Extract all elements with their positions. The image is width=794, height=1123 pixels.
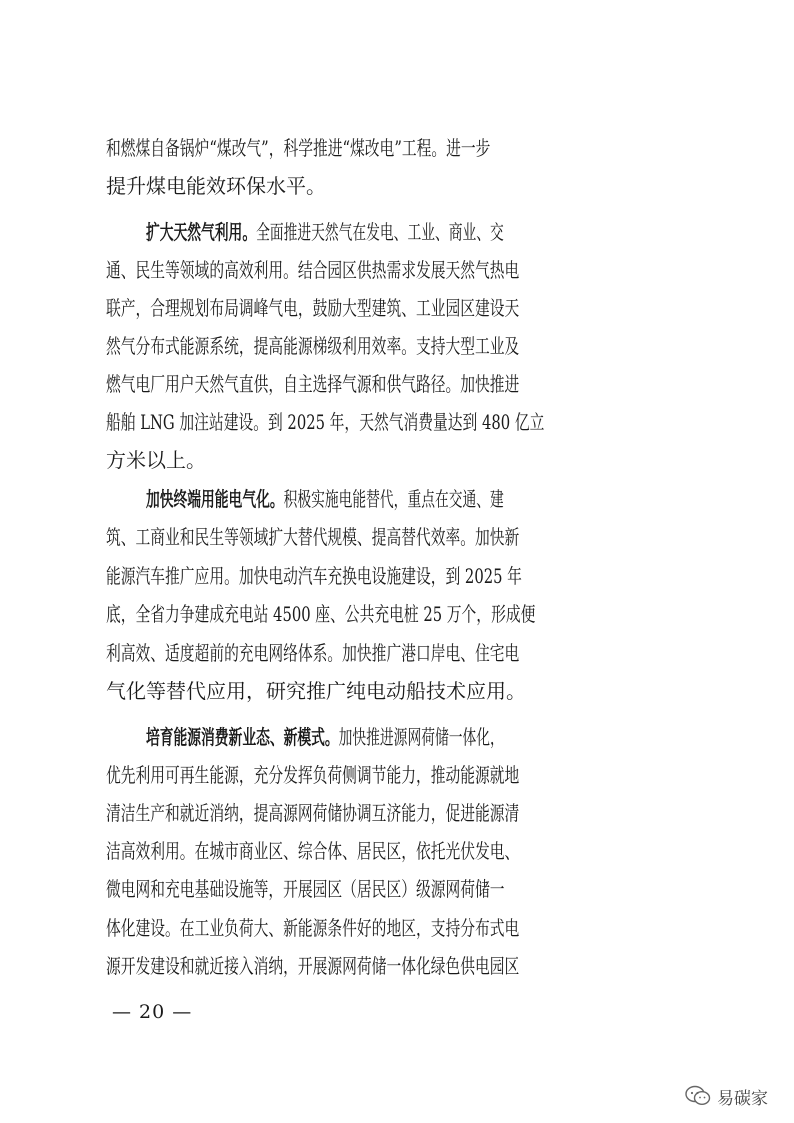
paragraph-heading: 加快终端用能电气化。 — [146, 487, 284, 511]
text-segment: 源开发建设和就近接入消纳，开展源网荷储一体化绿色供电园区 — [106, 954, 520, 978]
text-line — [106, 166, 794, 206]
text-segment: 和燃煤自备锅炉“煤改气”，科学推进“煤改电”工程。进一步 — [106, 136, 491, 160]
paragraph-heading: 培育能源消费新业态、新模式。 — [146, 725, 339, 749]
text-segment: 优先利用可再生能源，充分发挥负荷侧调节能力，推动能源就地 — [106, 763, 520, 787]
text-segment: 清洁生产和就近消纳，提高源网荷储协调互济能力，促进能源清 — [106, 801, 520, 825]
text-line — [106, 831, 692, 871]
watermark-text: 易碳家 — [717, 1088, 768, 1109]
page-number: — 20 — — [112, 1001, 193, 1023]
text-segment: 全面推进天然气在发电、工业、商业、交 — [256, 220, 504, 244]
text-segment: 联产，合理规划布局调峰气电，鼓励大型建筑、工业园区建设天 — [106, 296, 520, 320]
watermark — [685, 1082, 768, 1110]
text-segment: 提升煤电能效环保水平。 — [106, 174, 326, 198]
text-segment: 燃气电厂用户天然气直供，自主选择气源和供气路径。加快推进 — [106, 372, 520, 396]
text-line — [106, 440, 794, 480]
text-line — [106, 402, 692, 442]
text-segment: 方米以上。 — [106, 448, 206, 472]
text-line — [106, 793, 692, 833]
text-segment: 然气分布式能源系统，提高能源梯级利用效率。支持大型工业及 — [106, 334, 520, 358]
text-segment: 加快推进源网荷储一体化， — [338, 725, 504, 749]
text-segment: 船舶 LNG 加注站建设。到 2025 年，天然气消费量达到 480 亿立 — [106, 410, 545, 434]
text-line — [106, 671, 794, 711]
text-segment: 筑、工商业和民生等领域扩大替代规模、提高替代效率。加快新 — [106, 525, 520, 549]
text-line — [106, 869, 692, 909]
text-segment: 积极实施电能替代，重点在交通、建 — [283, 487, 504, 511]
wechat-icon — [685, 1085, 711, 1107]
text-segment: 底，全省力争建成充电站 4500 座、公共充电桩 25 万个，形成便 — [106, 602, 536, 626]
text-segment: 气化等替代应用，研究推广纯电动船技术应用。 — [106, 679, 526, 703]
text-line — [106, 946, 692, 986]
text-line — [146, 717, 692, 757]
text-line — [106, 594, 692, 634]
text-segment: 能源汽车推广应用。加快电动汽车充换电设施建设，到 2025 年 — [106, 564, 522, 588]
text-line — [106, 633, 692, 673]
text-segment: 洁高效利用。在城市商业区、综合体、居民区，依托光伏发电、 — [106, 839, 520, 863]
text-line — [106, 288, 692, 328]
text-line — [146, 212, 692, 252]
text-segment: 利高效、适度超前的充电网络体系。加快推广港口岸电、住宅电 — [106, 641, 520, 665]
text-line — [106, 755, 692, 795]
text-line — [106, 517, 692, 557]
text-line — [106, 326, 692, 366]
text-line — [106, 250, 692, 290]
text-segment: 通、民生等领域的高效利用。结合园区供热需求发展天然气热电 — [106, 258, 520, 282]
text-segment: 微电网和充电基础设施等，开展园区（居民区）级源网荷储一 — [106, 877, 505, 901]
paragraph-heading: 扩大天然气利用。 — [146, 220, 257, 244]
text-line — [106, 908, 692, 948]
text-line — [146, 479, 692, 519]
text-line — [106, 128, 692, 168]
text-line — [106, 364, 692, 404]
text-line — [106, 556, 692, 596]
text-segment: 体化建设。在工业负荷大、新能源条件好的地区，支持分布式电 — [106, 916, 520, 940]
